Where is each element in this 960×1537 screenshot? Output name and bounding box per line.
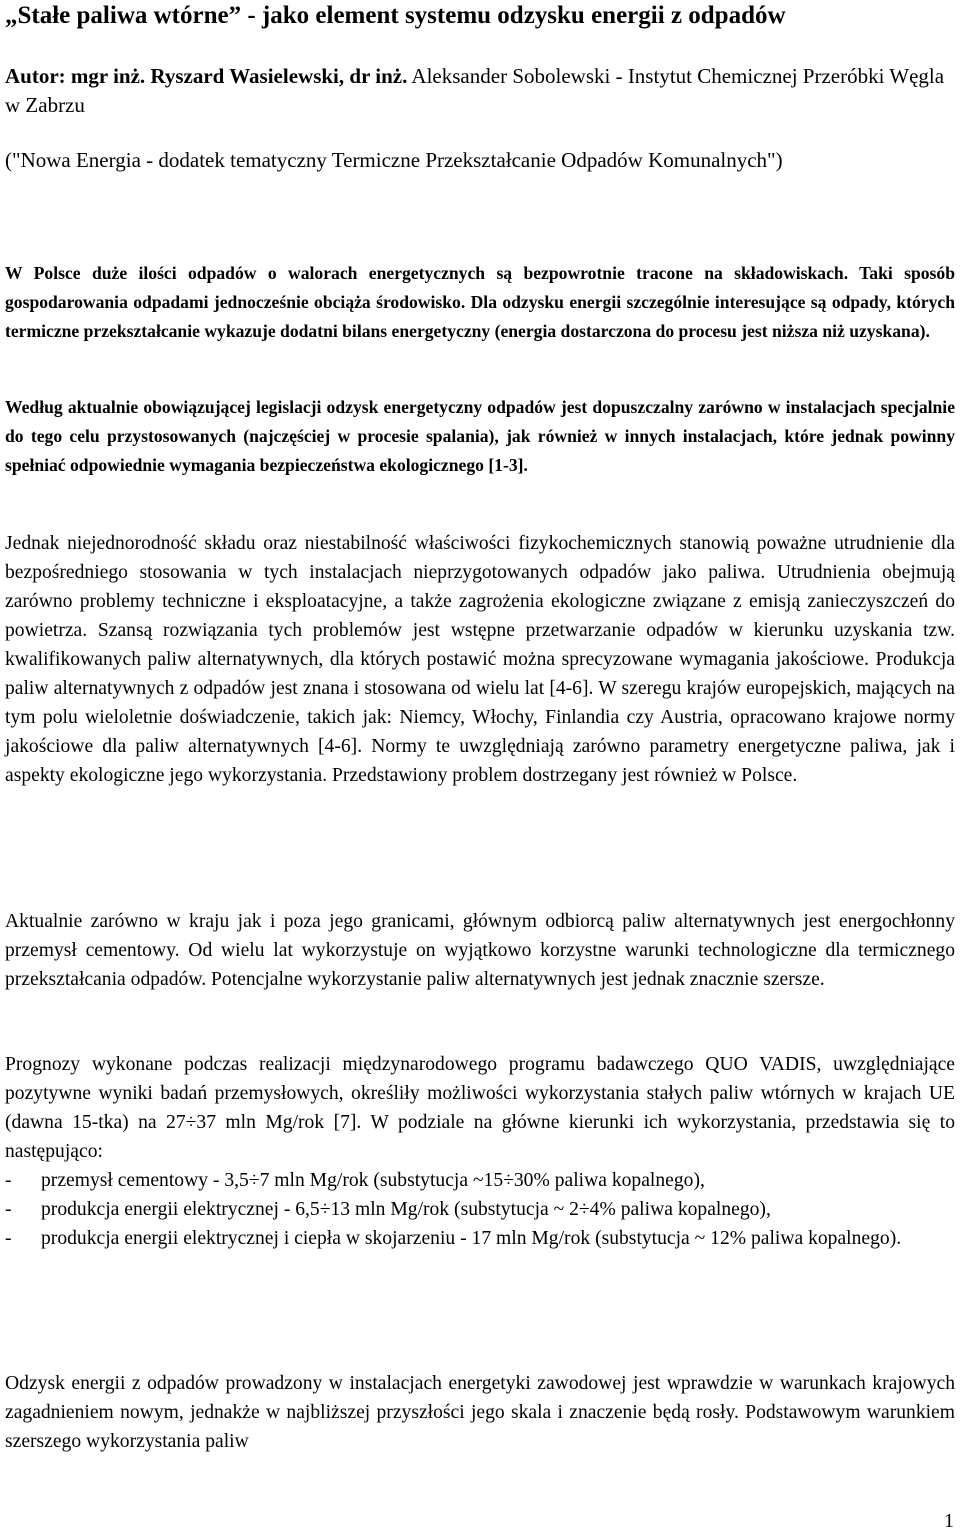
author-affiliation: Aleksander Sobolewski - Instytut Chemicznej Przeróbki Węgla w Zabrzu [5, 64, 945, 117]
page-number: 1 [944, 1510, 954, 1532]
list-marker: - [5, 1199, 12, 1220]
list-marker: - [5, 1228, 12, 1249]
paragraph-legislation: Według aktualnie obowiązującej legislacji odzysk energetyczny odpadów jest dopuszczalny zarówno w instalacjach specjalnie do tego celu przystosowanych (najczęściej w procesie spalania), jak również w innych instalacjach, które jednak powinny spełniać odpowiednie wymagania bezpieczeństwa ekologicznego [1-3]. [5, 397, 955, 475]
list-marker: - [5, 1170, 12, 1191]
document-title: „Stałe paliwa wtórne” - jako element systemu odzysku energii z odpadów [5, 2, 786, 29]
paragraph-intro: W Polsce duże ilości odpadów o walorach energetycznych są bezpowrotnie tracone na składowiskach. Taki sposób gospodarowania odpadami jednocześnie obciąża środowisko. Dla odzysku energii szczególnie interesujące są odpady, których termiczne przekształcanie wykazuje dodatni bilans energetyczny (energia dostarczona do procesu jest niższa niż uzyskana). [5, 263, 955, 341]
paragraph-heterogeneity: Jednak niejednorodność składu oraz niestabilność właściwości fizykochemicznych stanowią poważne utrudnienie dla bezpośredniego stosowania w tych instalacjach nieprzygotowanych odpadów jako paliwa. Utrudnienia obejmują zarówno problemy techniczne i eksploatacyjne, a także zagrożenia ekologiczne związane z emisją zanieczyszczeń do powietrza. Szansą rozwiązania tych problemów jest wstępne przetwarzanie odpadów w kierunku uzyskania tzw. kwalifikowanych paliw alternatywnych, dla których postawić można sprecyzowane wymagania jakościowe. Produkcja paliw alternatywnych z odpadów jest znana i stosowana od wielu lat [4-6]. W szeregu krajów europejskich, mających na tym polu wieloletnie doświadczenie, takich jak: Niemcy, Włochy, Finlandia czy Austria, opracowano krajowe normy jakościowe dla paliw alternatywnych [4-6]. Normy te uwzględniają zarówno parametry energetyczne paliwa, jak i aspekty ekologiczne jego wykorzystania. Przedstawiony problem dostrzegany jest również w Polsce. [5, 533, 955, 786]
paragraph-energy-recovery: Odzysk energii z odpadów prowadzony w instalacjach energetyki zawodowej jest wprawdzie w warunkach krajowych zagadnieniem nowym, jednakże w najbliższej przyszłości jego skala i znaczenie będą rosły. Podstawowym warunkiem szerszego wykorzystania paliw [5, 1373, 955, 1452]
list-item [5, 1224, 955, 1253]
list-item-text: produkcja energii elektrycznej - 6,5÷13 mln Mg/rok (substytucja ~ 2÷4% paliwa kopalnego), [41, 1199, 771, 1220]
list-item [5, 1166, 955, 1195]
paragraph-cement-industry: Aktualnie zarówno w kraju jak i poza jego granicami, głównym odbiorcą paliw alternatywnych jest energochłonny przemysł cementowy. Od wielu lat wykorzystuje on wyjątkowo korzystne warunki technologiczne dla termicznego przekształcania odpadów. Potencjalne wykorzystanie paliw alternatywnych jest jednak znacznie szersze. [5, 911, 955, 990]
list-item [5, 1195, 955, 1224]
usage-list [5, 1166, 955, 1253]
paragraph-forecasts: Prognozy wykonane podczas realizacji międzynarodowego programu badawczego QUO VADIS, uwzględniające pozytywne wyniki badań przemysłowych, określiły możliwości wykorzystania stałych paliw wtórnych w krajach UE (dawna 15-tka) na 27÷37 mln Mg/rok [7]. W podziale na główne kierunki ich wykorzystania, przedstawia się to następująco: [5, 1054, 955, 1162]
source-note: ("Nowa Energia - dodatek tematyczny Termiczne Przekształcanie Odpadów Komunalnych") [5, 148, 783, 172]
author-label: Autor: mgr inż. Ryszard Wasielewski, dr inż. [5, 64, 408, 88]
list-item-text: przemysł cementowy - 3,5÷7 mln Mg/rok (substytucja ~15÷30% paliwa kopalnego), [41, 1170, 705, 1191]
list-item-text: produkcja energii elektrycznej i ciepła w skojarzeniu - 17 mln Mg/rok (substytucja ~ 12% paliwa kopalnego). [41, 1228, 902, 1249]
author-line [5, 62, 955, 120]
